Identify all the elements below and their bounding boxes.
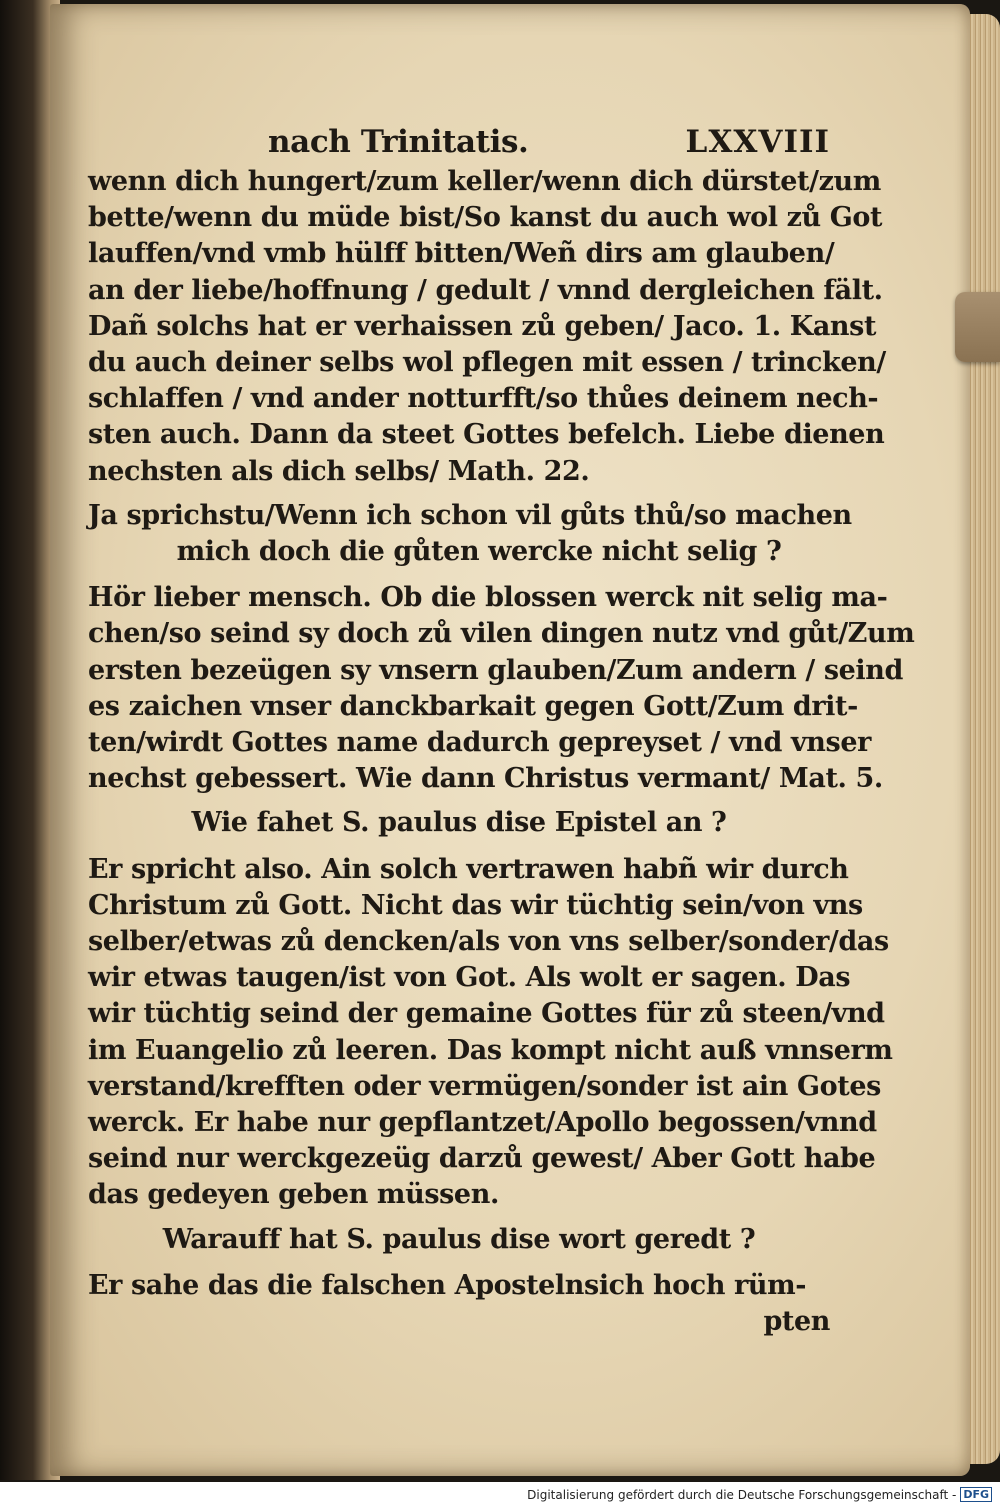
catchword: pten xyxy=(763,1306,830,1338)
text-line: an der liebe/hoffnung / gedult / vnnd dergleichen fält. xyxy=(88,274,883,306)
footer-credit: Digitalisierung gefördert durch die Deutsche Forschungsgemeinschaft - xyxy=(527,1487,957,1502)
paragraph-4 xyxy=(88,1268,830,1304)
text-line: sten auch. Dann da steet Gottes befelch. Liebe dienen xyxy=(88,419,885,451)
text-line: mich doch die gůten wercke nicht selig ? xyxy=(176,536,782,568)
text-line: im Euangelio zů leeren. Das kompt nicht auß vnnserm xyxy=(88,1034,893,1066)
text-line: Er sahe das die falschen Apostelnsich hoch rüm- xyxy=(88,1269,807,1301)
text-line: nechst gebessert. Wie dann Christus vermant/ Mat. 5. xyxy=(88,763,883,795)
paragraph-3 xyxy=(88,852,893,1214)
text-line: bette/wenn du müde bist/So kanst du auch wol zů Got xyxy=(88,202,883,234)
text-line: lauffen/vnd vmb hülff bitten/Weñ dirs am glauben/ xyxy=(88,238,835,270)
text-line: Wie fahet S. paulus dise Epistel an ? xyxy=(191,807,727,839)
page-text xyxy=(88,124,915,1340)
text-line: ersten bezeügen sy vnsern glauben/Zum andern / seind xyxy=(88,654,903,686)
text-line: Warauff hat S. paulus dise wort geredt ? xyxy=(162,1223,756,1255)
question-2 xyxy=(88,805,830,841)
text-line: werck. Er habe nur gepflantzet/Apollo begossen/vnnd xyxy=(88,1107,877,1139)
text-line: ten/wirdt Gottes name dadurch gepreyset / vnd vnser xyxy=(88,727,871,759)
text-line: schlaffen / vnd ander notturfft/so thůes deinem nech- xyxy=(88,383,879,415)
question-1 xyxy=(88,498,852,570)
paragraph-2 xyxy=(88,580,915,797)
text-line: du auch deiner selbs wol pflegen mit essen / trincken/ xyxy=(88,347,886,379)
folio-number: LXXVIII xyxy=(685,124,830,160)
text-line: Hör lieber mensch. Ob die blossen werck nit selig ma- xyxy=(88,582,888,614)
text-line: selber/etwas zů dencken/als von vns selber/sonder/das xyxy=(88,926,889,958)
text-line: wir tüchtig seind der gemaine Gottes für zů steen/vnd xyxy=(88,998,885,1030)
book-clasp xyxy=(955,292,1000,362)
text-line: das gedeyen geben müssen. xyxy=(88,1179,499,1211)
question-3 xyxy=(88,1222,830,1258)
dfg-logo-icon: DFG xyxy=(960,1487,992,1502)
text-line: verstand/krefften oder vermügen/sonder ist ain Gotes xyxy=(88,1070,881,1102)
text-line: wir etwas taugen/ist von Got. Als wolt er sagen. Das xyxy=(88,962,851,994)
text-line: Ja sprichstu/Wenn ich schon vil gůts thů/so machen xyxy=(88,499,852,531)
running-title: nach Trinitatis. xyxy=(268,124,529,160)
book-fore-edge xyxy=(968,14,1000,1464)
text-line: Dañ solchs hat er verhaissen zů geben/ Jaco. 1. Kanst xyxy=(88,310,877,342)
text-line: chen/so seind sy doch zů vilen dingen nutz vnd gůt/Zum xyxy=(88,618,915,650)
text-line: wenn dich hungert/zum keller/wenn dich dürstet/zum xyxy=(88,166,881,197)
text-line: es zaichen vnser danckbarkait gegen Gott/Zum drit- xyxy=(88,690,858,722)
catchword-row xyxy=(88,1304,830,1340)
text-line: Christum zů Gott. Nicht das wir tüchtig sein/von vns xyxy=(88,889,863,921)
text-line: nechsten als dich selbs/ Math. 22. xyxy=(88,455,590,487)
paragraph-1 xyxy=(88,164,886,490)
digitization-footer xyxy=(0,1482,1000,1507)
text-line: Er spricht also. Ain solch vertrawen habñ wir durch xyxy=(88,853,849,885)
page-header xyxy=(88,124,830,162)
text-line: seind nur werckgezeüg darzů gewest/ Aber Gott habe xyxy=(88,1143,876,1175)
